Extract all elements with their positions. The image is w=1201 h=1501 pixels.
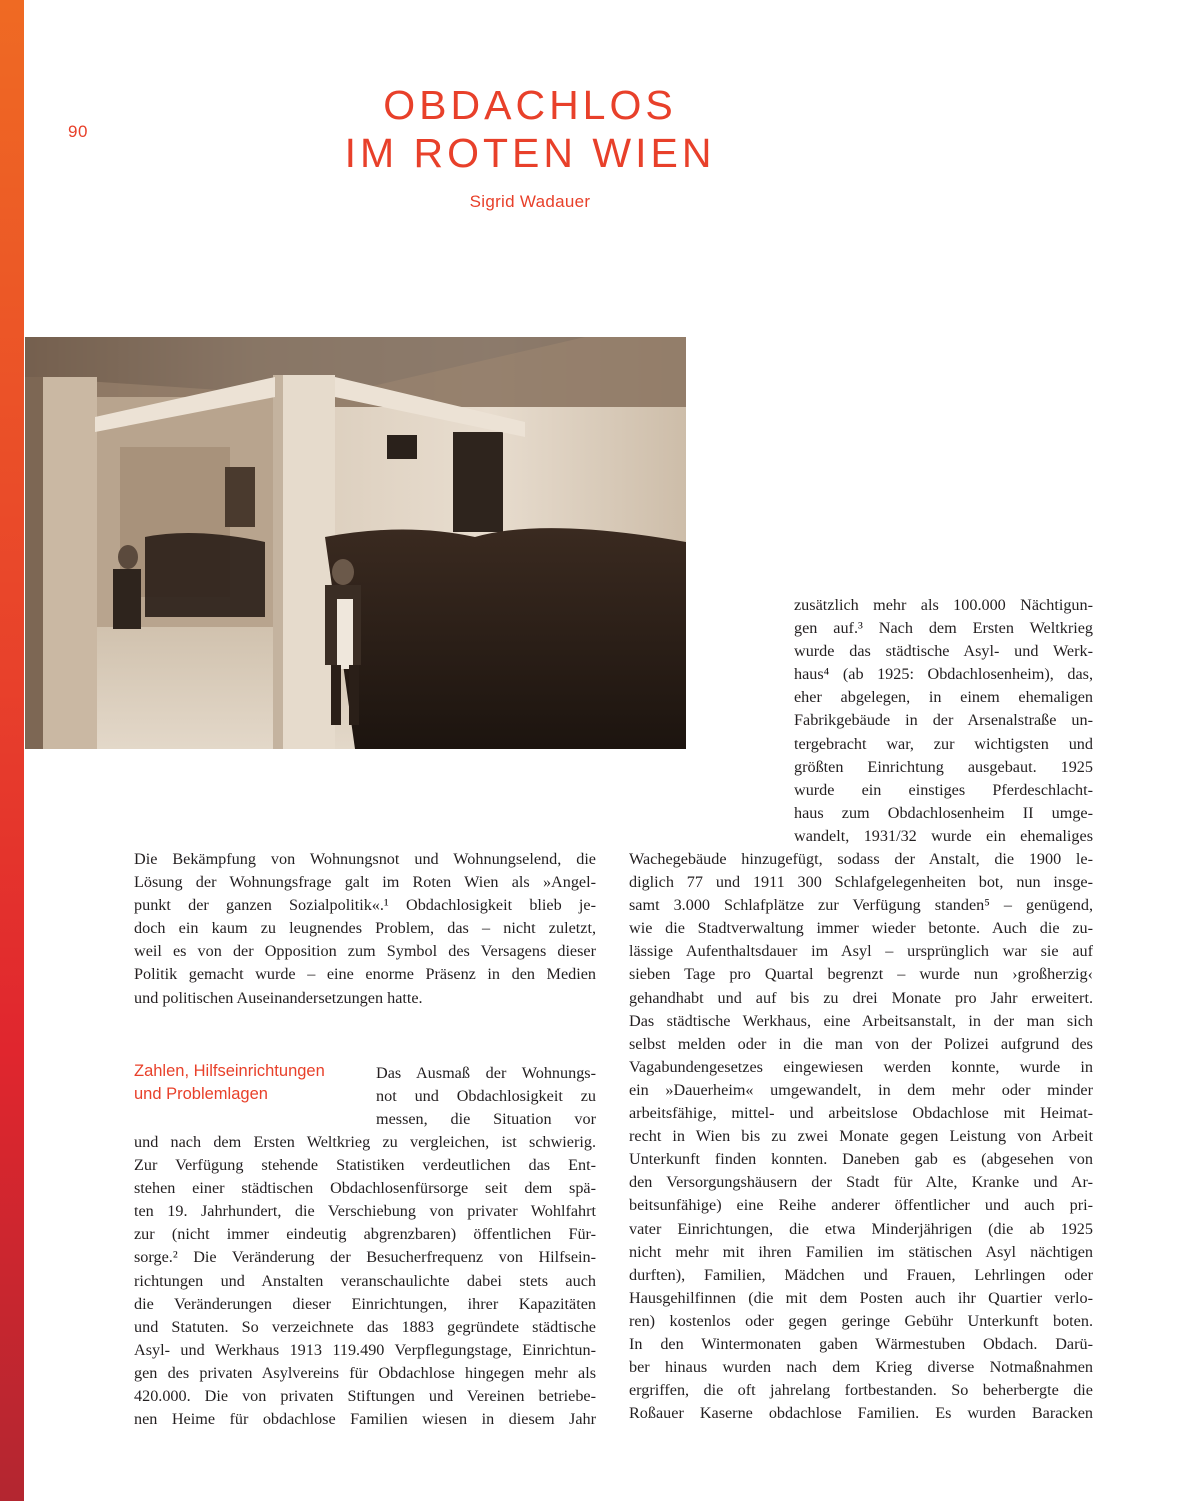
text-line: wandelt, 1931/32 wurde ein ehemaliges	[794, 826, 1093, 845]
text-line: not und Obdachlosigkeit zu	[376, 1087, 596, 1106]
text-line: gehandhabt und auf bis zu drei Monate pro Jahr erweitert.	[629, 988, 1093, 1007]
text-line: Das städtische Werkhaus, eine Arbeitsanstalt, in der man sich	[629, 1011, 1093, 1030]
text-line: recht in Wien bis zu zwei Monate gegen Leistung von Arbeit	[629, 1127, 1093, 1146]
text-line: und nach dem Ersten Weltkrieg zu vergleichen, ist schwierig.	[134, 1133, 596, 1151]
text-line: punkt der ganzen Sozialpolitik«.¹ Obdachlosigkeit blieb je-	[134, 896, 596, 915]
text-line: haus zum Obdachlosenheim II umge-	[794, 803, 1093, 822]
section-heading-line-2: und Problemlagen	[134, 1085, 268, 1103]
text-line: zur (nicht immer eindeutig abgrenzbaren) öffentlichen Für-	[134, 1225, 596, 1244]
text-line: gen des privaten Asylvereins für Obdachlose hingegen mehr als	[134, 1363, 596, 1382]
text-line: Das Ausmaß der Wohnungs-	[376, 1064, 596, 1082]
text-line: ein »Dauerheim« umgewandelt, in dem mehr oder minder	[629, 1080, 1093, 1099]
text-line: Lösung der Wohnungsfrage galt im Roten Wien als »Angel-	[134, 873, 596, 892]
text-line: durften), Familien, Mädchen und Frauen, Lehrlingen oder	[629, 1265, 1093, 1284]
text-line: Politik gemacht wurde – eine enorme Präsenz in den Medien	[134, 965, 596, 984]
text-line: wie die Stadtverwaltung immer wieder betonte. Auch die zu-	[629, 919, 1093, 938]
text-line: Unterkunft finden konnten. Daneben gab es (abgesehen von	[629, 1150, 1093, 1169]
text-line: lässige Aufenthaltsdauer im Asyl – ursprünglich war sie auf	[629, 942, 1093, 961]
text-line: Hausgehilfinnen (die mit dem Posten auch ihr Quartier verlo-	[629, 1288, 1093, 1307]
text-line: doch ein kaum zu leugnendes Problem, das – nicht zuletzt,	[134, 919, 596, 938]
text-line: größten Einrichtung ausgebaut. 1925	[794, 757, 1093, 776]
text-line: 420.000. Die von privaten Stiftungen und Vereinen betriebe-	[134, 1387, 596, 1406]
page-number: 90	[68, 122, 88, 141]
text-line: sieben Tage pro Quartal begrenzt – wurde nun ›großherzig‹	[629, 965, 1093, 984]
author-name: Sigrid Wadauer	[469, 192, 591, 211]
text-line: arbeitsfähige, mittel- und arbeitslose Obdachlose mit Heimat-	[629, 1104, 1093, 1123]
section-heading	[134, 1060, 374, 1106]
text-line: Wachegebäude hinzugefügt, sodass der Anstalt, die 1900 le-	[629, 850, 1093, 868]
text-line: ren) kostenlos oder gegen geringe Gebühr Unterkunft boten.	[629, 1311, 1093, 1330]
text-line: samt 3.000 Schlafplätze zur Verfügung standen⁵ – genügend,	[629, 896, 1093, 915]
page-title	[230, 81, 830, 177]
text-line: messen, die Situation vor	[376, 1110, 596, 1129]
text-line: richtungen und Anstalten veranschaulichte dabei stets auch	[134, 1271, 596, 1290]
text-line: Fabrikgebäude in der Arsenalstraße un-	[794, 711, 1093, 730]
section-lead-text	[376, 1062, 596, 1131]
text-line: weil es von der Opposition zum Symbol des Versagens dieser	[134, 942, 596, 961]
text-line: Vagabundengesetzes eingewiesen werden konnte, wurde in	[629, 1057, 1093, 1076]
photograph-image	[25, 337, 686, 749]
text-line: nen Heime für obdachlose Familien wiesen in diesem Jahr	[134, 1410, 596, 1429]
text-line: beitsunfähige) eine Reihe anderer öffentlicher und auch pri-	[629, 1196, 1093, 1215]
text-line: gen auf.³ Nach dem Ersten Weltkrieg	[794, 619, 1093, 638]
text-line: sorge.² Die Veränderung der Besucherfrequenz von Hilfsein-	[134, 1248, 596, 1267]
right-column-body-text	[629, 848, 1093, 1425]
text-line: nicht mehr mit ihren Familien im stätischen Asyl nächtigen	[629, 1242, 1093, 1261]
text-line: Die Bekämpfung von Wohnungsnot und Wohnungselend, die	[134, 850, 596, 868]
title-line-1: OBDACHLOS	[383, 82, 677, 129]
text-line: die Veränderungen dieser Einrichtungen, ihrer Kapazitäten	[134, 1294, 596, 1313]
text-line: diglich 77 und 1911 300 Schlafgelegenheiten bot, nun insge-	[629, 873, 1093, 892]
text-line: eher abgelegen, in einem ehemaligen	[794, 688, 1093, 707]
section-heading-line-1: Zahlen, Hilfseinrichtungen	[134, 1062, 325, 1080]
text-line: wurde ein einstiges Pferdeschlacht-	[794, 780, 1093, 799]
text-line: Asyl- und Werkhaus 1913 119.490 Verpflegungstage, Einrichtun-	[134, 1340, 596, 1359]
text-line: den Versorgungshäusern der Stadt für Alte, Kranke und Ar-	[629, 1173, 1093, 1192]
edge-color-bar	[0, 0, 24, 1501]
left-column-body-text	[134, 1131, 596, 1431]
text-line: haus⁴ (ab 1925: Obdachlosenheim), das,	[794, 665, 1093, 684]
text-line: stehen einer städtischen Obdachlosenfürsorge seit dem spä-	[134, 1179, 596, 1198]
text-line: ten 19. Jahrhundert, die Verschiebung von privater Wohlfahrt	[134, 1202, 596, 1221]
text-line: ber hinaus wurden nach dem Krieg diverse Notmaßnahmen	[629, 1358, 1093, 1377]
text-line: und Statuten. So verzeichnete das 1883 gegründete städtische	[134, 1317, 596, 1336]
text-line: wurde das städtische Asyl- und Werk-	[794, 642, 1093, 661]
text-line: zusätzlich mehr als 100.000 Nächtigun-	[794, 596, 1093, 614]
right-column-top-text	[794, 594, 1093, 848]
historical-photograph	[25, 337, 686, 749]
text-line: vater Einrichtungen, die etwa Minderjährigen (die ab 1925	[629, 1219, 1093, 1238]
text-line: selbst melden oder in die man von der Polizei aufgrund des	[629, 1034, 1093, 1053]
text-line: und politischen Auseinandersetzungen hatte.	[134, 988, 423, 1007]
text-line: ergriffen, die oft jahrelang fortbestanden. So beherbergte die	[629, 1381, 1093, 1400]
intro-paragraph	[134, 848, 596, 1010]
title-line-2: IM ROTEN WIEN	[344, 130, 716, 177]
text-line: Zur Verfügung stehende Statistiken verdeutlichen das Ent-	[134, 1156, 596, 1175]
text-line: Roßauer Kaserne obdachlose Familien. Es wurden Baracken	[629, 1404, 1093, 1423]
text-line: tergebracht war, zur wichtigsten und	[794, 734, 1093, 753]
text-line: In den Wintermonaten gaben Wärmestuben Obdach. Darü-	[629, 1334, 1093, 1353]
